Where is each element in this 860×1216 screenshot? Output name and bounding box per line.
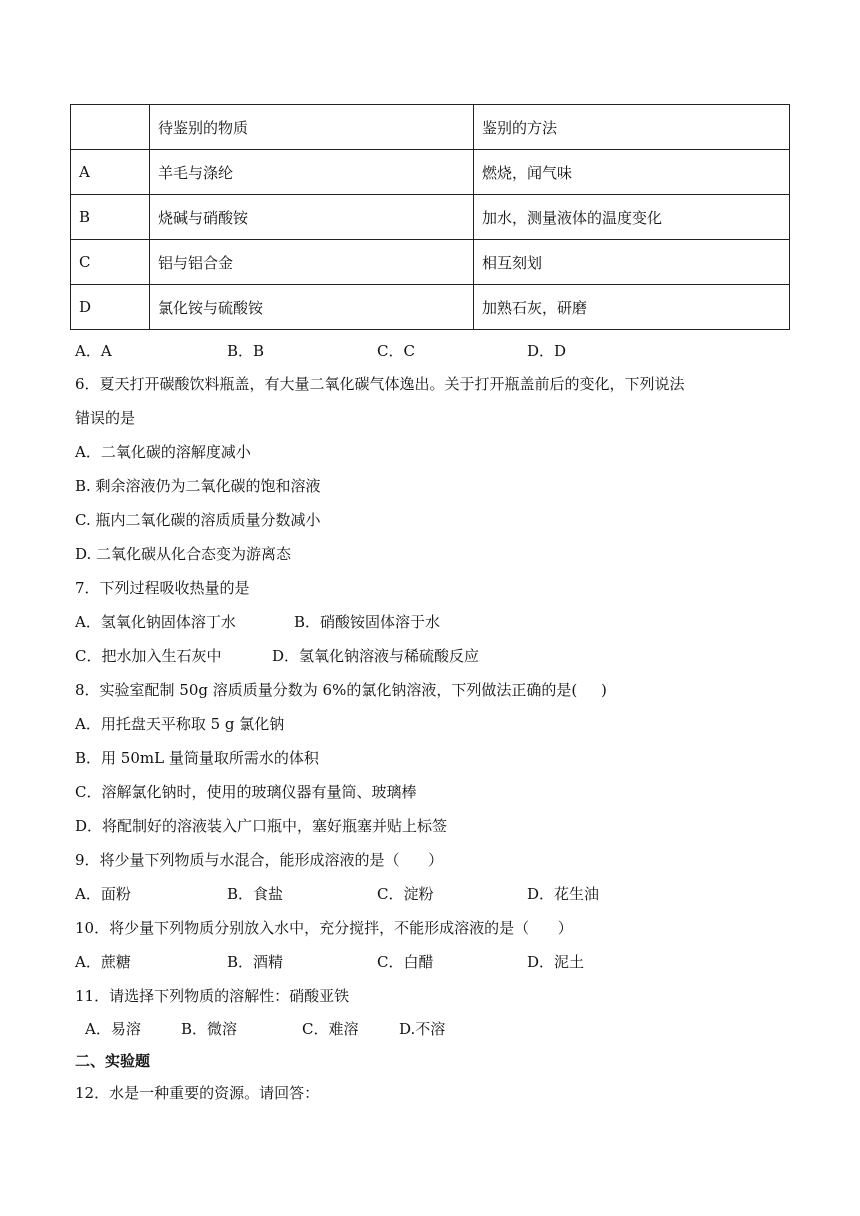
table-cell: C (71, 240, 150, 285)
q8-option-c: C．溶解氯化钠时，使用的玻璃仪器有量筒、玻璃棒 (75, 783, 417, 801)
q5-option-c: C．C (377, 342, 415, 360)
q10-option-c: C．白醋 (377, 953, 434, 971)
q7-option-a: A．氢氧化钠固体溶丁水 (75, 613, 236, 631)
q10-option-b: B．酒精 (227, 953, 284, 971)
table-row (71, 240, 790, 285)
q11-stem: 11．请选择下列物质的溶解性：硝酸亚铁 (75, 987, 350, 1005)
q6-stem-line1: 6．夏天打开碳酸饮料瓶盖，有大量二氧化碳气体逸出。关于打开瓶盖前后的变化，下列说法 (75, 375, 685, 393)
table-cell: 鉴别的方法 (474, 105, 790, 150)
q6-option-c: C. 瓶内二氧化碳的溶质质量分数减小 (75, 511, 321, 529)
section-heading: 二、实验题 (75, 1052, 151, 1070)
table-cell: 烧碱与硝酸铵 (150, 195, 474, 240)
q6-option-d: D. 二氧化碳从化合态变为游离态 (75, 545, 292, 563)
q7-option-c: C．把水加入生石灰中 (75, 647, 222, 665)
identification-table (70, 104, 790, 330)
q9-option-b: B．食盐 (227, 885, 284, 903)
q8-stem: 8．实验室配制 50g 溶质质量分数为 6%的氯化钠溶液，下列做法正确的是( ) (75, 681, 607, 699)
q9-option-d: D．花生油 (527, 885, 600, 903)
q8-option-b: B．用 50mL 量筒量取所需水的体积 (75, 749, 319, 767)
table-row (71, 285, 790, 330)
q5-option-a: A．A (75, 342, 112, 360)
q9-option-a: A．面粉 (75, 885, 131, 903)
q11-option-c: C．难溶 (302, 1020, 359, 1038)
q7-option-d: D．氢氧化钠溶液与稀硫酸反应 (272, 647, 480, 665)
table-cell: B (71, 195, 150, 240)
q6-stem-line2: 错误的是 (75, 409, 136, 427)
q5-option-b: B．B (227, 342, 265, 360)
table-cell: 待鉴别的物质 (150, 105, 474, 150)
table-cell (71, 105, 150, 150)
q10-option-d: D．泥土 (527, 953, 585, 971)
q10-option-a: A．蔗糖 (75, 953, 131, 971)
table-row (71, 195, 790, 240)
q8-option-d: D．将配制好的溶液装入广口瓶中，塞好瓶塞并贴上标签 (75, 817, 448, 835)
q11-option-a: A．易溶 (85, 1020, 141, 1038)
table-cell: 加熟石灰，研磨 (474, 285, 790, 330)
q7-option-b: B．硝酸铵固体溶于水 (294, 613, 441, 631)
q9-stem: 9．将少量下列物质与水混合，能形成溶液的是（ ） (75, 851, 444, 869)
q7-stem: 7．下列过程吸收热量的是 (75, 579, 250, 597)
table-cell: D (71, 285, 150, 330)
q9-option-c: C．淀粉 (377, 885, 434, 903)
q10-stem: 10．将少量下列物质分别放入水中，充分搅拌，不能形成溶液的是（ ） (75, 919, 573, 937)
q11-option-d: D.不溶 (399, 1020, 446, 1038)
table-cell: A (71, 150, 150, 195)
table-row (71, 150, 790, 195)
table-cell: 铝与铝合金 (150, 240, 474, 285)
table-cell: 相互刻划 (474, 240, 790, 285)
q6-option-a: A．二氧化碳的溶解度减小 (75, 443, 251, 461)
table-cell: 羊毛与涤纶 (150, 150, 474, 195)
table-cell: 加水，测量液体的温度变化 (474, 195, 790, 240)
q6-option-b: B. 剩余溶液仍为二氧化碳的饱和溶液 (75, 477, 321, 495)
q5-option-d: D．D (527, 342, 567, 360)
q12-stem: 12．水是一种重要的资源。请回答： (75, 1084, 320, 1102)
table-cell: 燃烧，闻气味 (474, 150, 790, 195)
table-cell: 氯化铵与硫酸铵 (150, 285, 474, 330)
table-header-row (71, 105, 790, 150)
q8-option-a: A．用托盘天平称取 5 g 氯化钠 (75, 715, 285, 733)
q11-option-b: B．微溶 (181, 1020, 238, 1038)
